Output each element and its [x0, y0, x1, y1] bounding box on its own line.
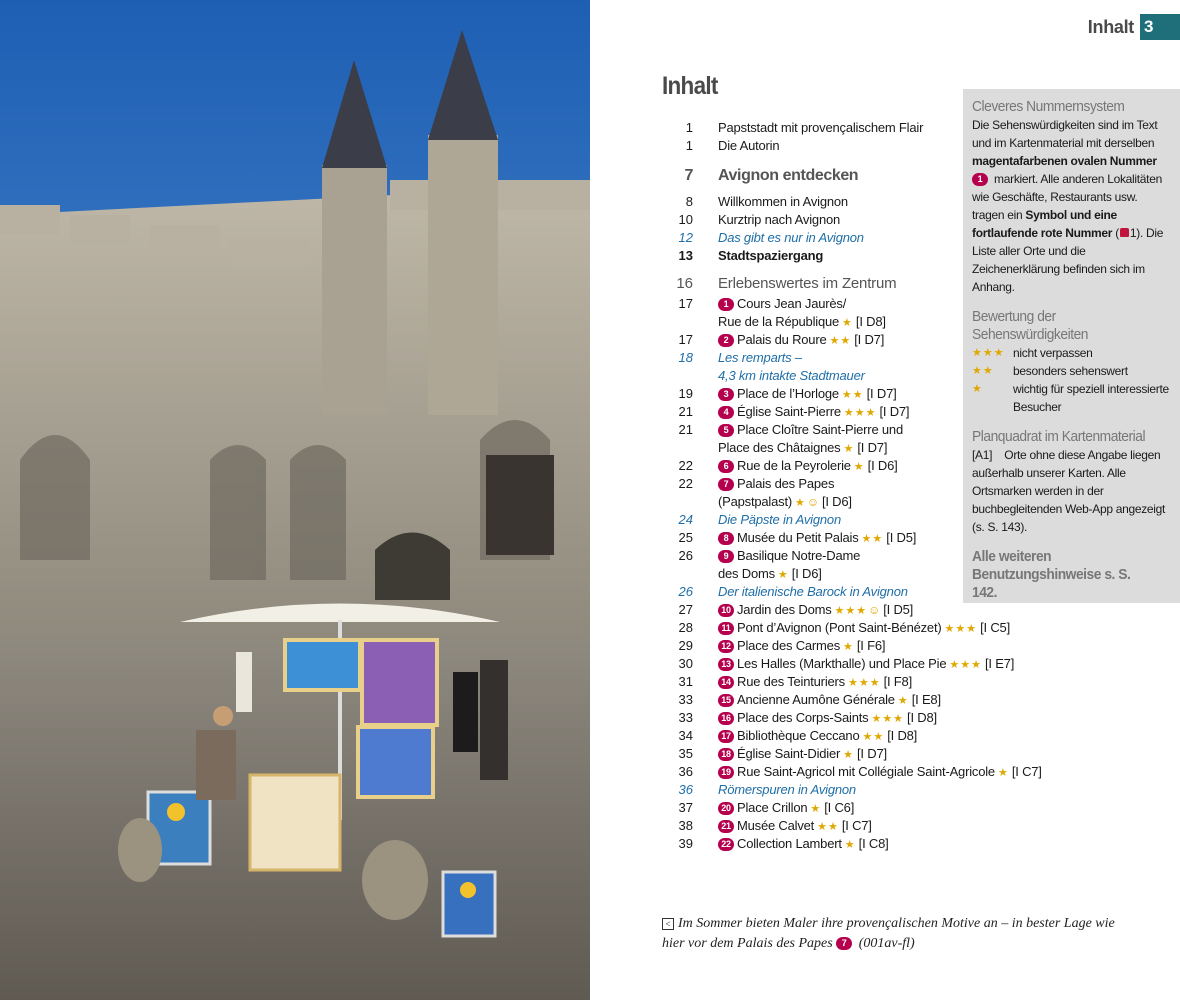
toc-entry-text — [718, 475, 834, 493]
toc-page-number: 35 — [678, 746, 693, 761]
rating-row — [972, 344, 1172, 362]
map-grid-ref: [I D7] — [854, 332, 885, 347]
toc-entry-text — [718, 295, 846, 313]
toc-entry-text — [718, 275, 896, 293]
grid-text — [972, 446, 1172, 536]
rating-stars: ★ — [844, 839, 856, 851]
rating-stars: ★ — [795, 497, 806, 509]
toc-entry-text — [718, 781, 856, 799]
toc-page-number: 24 — [678, 512, 693, 527]
numbering-heading: Cleveres Nummernsystem — [972, 98, 1125, 115]
toc-page-number: 27 — [678, 602, 693, 617]
map-grid-ref: [I C8] — [858, 836, 889, 851]
toc-title: Place des Carmes — [737, 638, 841, 653]
toc-title: Die Päpste in Avignon — [718, 512, 841, 527]
toc-entry-text — [718, 583, 908, 601]
rating-row — [972, 362, 1172, 380]
toc-page-number: 22 — [678, 476, 693, 491]
sight-number-badge: 11 — [718, 622, 734, 635]
map-grid-ref: [I C7] — [841, 818, 872, 833]
toc-entry-text — [718, 493, 852, 512]
toc-entry-text — [718, 619, 1010, 638]
toc-title-continued: Rue de la République — [718, 314, 840, 329]
toc-title: Place des Corps-Saints — [737, 710, 869, 725]
toc-page-number: 38 — [678, 818, 693, 833]
rating-stars: ★ — [810, 803, 822, 815]
rating-stars: ★★★ — [843, 407, 877, 419]
toc-title: Ancienne Aumône Générale — [737, 692, 895, 707]
toc-page-number: 22 — [678, 458, 693, 473]
sight-number-badge: 15 — [718, 694, 734, 707]
rating-label: nicht verpassen — [1013, 346, 1093, 360]
map-grid-ref: [I D5] — [883, 602, 914, 617]
toc-title: Musée Calvet — [737, 818, 815, 833]
toc-entry-text — [718, 673, 912, 692]
toc-page-number: 39 — [678, 836, 693, 851]
sight-number-badge: 21 — [718, 820, 734, 833]
toc-entry-text — [718, 529, 916, 548]
toc-page-number: 28 — [678, 620, 693, 635]
toc-title: Place de l’Horloge — [737, 386, 839, 401]
toc-entry-text — [718, 421, 903, 439]
toc-title: Römerspuren in Avignon — [718, 782, 856, 797]
toc-title: Rue Saint-Agricol mit Collégiale Saint-Agricole — [737, 764, 995, 779]
toc-entry-text — [718, 511, 841, 529]
kids-icon: ☺ — [868, 603, 881, 617]
toc-title: Place Crillon — [737, 800, 808, 815]
toc-entry-text — [718, 727, 917, 746]
toc-page-number: 16 — [676, 275, 693, 292]
map-grid-ref: [I D7] — [866, 386, 897, 401]
rating-stars: ★ — [843, 749, 855, 761]
sight-number-badge: 12 — [718, 640, 734, 653]
toc-entry-text — [718, 457, 898, 476]
sight-number-badge: 5 — [718, 424, 734, 437]
numbering-text-1: Die Sehenswürdigkeiten sind im Text und im Kartenmaterial mit derselben — [972, 118, 1158, 150]
caption-arrow-icon: < — [662, 918, 674, 930]
map-grid-ref: [I F8] — [883, 674, 912, 689]
sight-number-badge: 14 — [718, 676, 734, 689]
numbering-text: Die Sehenswürdigkeiten sind im Text und im Kartenmaterial mit derselben magentafarbenen ovalen Nummer 1 markiert. Alle anderen Lokalitäten wie Geschäfte, Restaurants usw. tragen ein Symbol und eine fortlaufende rote Nummer ( 1). Die Liste aller Orte und die Zeichenerklärung befinden sich im Anhang. — [972, 118, 1164, 294]
numbering-text-bold-1: magentafarbenen ovalen Nummer — [972, 154, 1157, 168]
toc-page-number: 36 — [678, 764, 693, 779]
toc-title: Collection Lambert — [737, 836, 842, 851]
page-title: Inhalt — [662, 72, 718, 100]
toc-title-continued: (Papstpalast) — [718, 494, 792, 509]
map-grid-ref: [I D7] — [857, 440, 888, 455]
toc-title: Pont d’Avignon (Pont Saint-Bénézet) — [737, 620, 942, 635]
toc-title: Das gibt es nur in Avignon — [718, 230, 864, 245]
sight-number-badge: 2 — [718, 334, 734, 347]
toc-entry-text — [718, 367, 865, 385]
grid-heading: Planquadrat im Kartenmaterial — [972, 428, 1146, 445]
rating-stars: ★★ — [841, 389, 864, 401]
rating-label: besonders sehenswert — [1013, 364, 1128, 378]
sight-number-badge: 6 — [718, 460, 734, 473]
rating-stars: ★ — [897, 695, 909, 707]
toc-page-number: 30 — [678, 656, 693, 671]
toc-page-number: 21 — [678, 404, 693, 419]
toc-page-number: 33 — [678, 692, 693, 707]
sight-number-badge: 7 — [718, 478, 734, 491]
photo-caption — [662, 914, 1132, 954]
rating-stars: ★ — [843, 443, 855, 455]
info-sidebar — [963, 89, 1180, 603]
rating-stars: ★★ — [862, 731, 885, 743]
map-grid-ref: [I D6] — [791, 566, 822, 581]
rating-stars: ★★ — [817, 821, 839, 833]
toc-entry-text — [718, 691, 941, 710]
toc-title-continued: des Doms — [718, 566, 775, 581]
toc-title: Les Halles (Markthalle) und Place Pie — [737, 656, 947, 671]
sight-number-badge: 22 — [718, 838, 734, 851]
map-grid-ref: [I D8] — [855, 314, 886, 329]
sight-number-badge: 19 — [718, 766, 734, 779]
toc-title: Jardin des Doms — [737, 602, 832, 617]
toc-title: Bibliothèque Ceccano — [737, 728, 860, 743]
toc-page-number: 17 — [678, 332, 693, 347]
rating-stars: ★ — [997, 767, 1009, 779]
toc-title: Église Saint-Pierre — [737, 404, 841, 419]
grid-code: [A1] — [972, 448, 993, 462]
toc-entry-text — [718, 119, 923, 137]
toc-title: Église Saint-Didier — [737, 746, 841, 761]
more-info-heading: Alle weiteren Benutzungshinweise s. S. 142. — [972, 548, 1131, 601]
sight-number-badge: 9 — [718, 550, 734, 563]
toc-page-number: 31 — [678, 674, 693, 689]
sight-number-badge: 10 — [718, 604, 734, 617]
toc-entry-text — [718, 349, 802, 367]
toc-page-number: 36 — [678, 782, 693, 797]
lock-number: 1 — [1129, 226, 1137, 240]
map-grid-ref: [I D6] — [867, 458, 898, 473]
toc-page-number: 21 — [678, 422, 693, 437]
sight-number-badge: 17 — [718, 730, 734, 743]
toc-title-continued: 4,3 km intakte Stadtmauer — [718, 368, 865, 383]
toc-title: Die Autorin — [718, 138, 780, 153]
kids-icon: ☺ — [806, 495, 819, 509]
rating-stars: ★ — [777, 569, 789, 581]
toc-entry-text — [718, 331, 884, 350]
toc-page-number: 26 — [678, 548, 693, 563]
toc-page-number: 29 — [678, 638, 693, 653]
caption-text: Im Sommer bieten Maler ihre provençalischen Motive an – in bester Lage wie hier vor dem Palais des Papes — [662, 916, 1115, 951]
rating-stars: ★★★ — [871, 713, 905, 725]
sight-number-badge: 3 — [718, 388, 734, 401]
map-grid-ref: [I D8] — [907, 710, 937, 725]
toc-title: Rue de la Peyrolerie — [737, 458, 851, 473]
toc-entry-text — [718, 817, 872, 836]
map-grid-ref: [I D7] — [857, 746, 887, 761]
toc-page-number: 19 — [678, 386, 693, 401]
toc-entry-text — [718, 385, 897, 404]
toc-title: Rue des Teinturiers — [737, 674, 845, 689]
rating-stars: ★ — [842, 317, 853, 329]
grid-section — [972, 428, 1172, 536]
toc-title: Place Cloître Saint-Pierre und — [737, 422, 903, 437]
map-grid-ref: [I F6] — [856, 638, 886, 653]
map-grid-ref: [I C7] — [1011, 764, 1042, 779]
toc-title: Kurztrip nach Avignon — [718, 212, 841, 227]
toc-title: Der italienische Barock in Avignon — [718, 584, 908, 599]
toc-entry-text — [718, 637, 885, 656]
toc-page-number: 1 — [685, 120, 693, 135]
map-grid-ref: [I D8] — [887, 728, 918, 743]
running-head-label: Inhalt — [1087, 17, 1134, 37]
grid-explanation: Orte ohne diese Angabe liegen außerhalb unserer Karten. Alle Ortsmarken werden in der buchbegleitenden Web-App angezeigt (s. S. 143). — [972, 448, 1166, 534]
toc-title: Avignon entdecken — [718, 167, 859, 184]
toc-page-number: 7 — [684, 167, 693, 184]
sight-number-badge: 1 — [718, 298, 734, 311]
numbering-text-bold-2: Symbol und eine fortlaufende rote Nummer — [972, 208, 1117, 240]
map-grid-ref: [I C5] — [980, 620, 1010, 635]
toc-entry-text — [718, 835, 889, 854]
rating-stars: ★ — [843, 641, 854, 653]
toc-title: Palais des Papes — [737, 476, 835, 491]
toc-title: Willkommen in Avignon — [718, 194, 848, 209]
toc-title: Basilique Notre-Dame — [737, 548, 861, 563]
rating-stars: ★★ — [861, 533, 884, 545]
toc-page-number: 25 — [678, 530, 693, 545]
toc-title: Les remparts – — [718, 350, 802, 365]
toc-page-number: 8 — [685, 194, 693, 209]
toc-entry-text — [718, 547, 860, 565]
caption-image-ref: (001av-fl) — [858, 936, 915, 951]
rating-heading: Bewertung der Sehenswürdigkeiten — [972, 308, 1089, 343]
toc-page-number: 17 — [678, 296, 693, 311]
lock-icon — [1120, 228, 1129, 237]
toc-title-continued: Place des Châtaignes — [718, 440, 841, 455]
rating-stars: ★★★ — [944, 623, 978, 635]
rating-stars: ★ — [853, 461, 865, 473]
toc-entry-text — [718, 247, 823, 265]
toc-entry-text — [718, 229, 864, 247]
rating-stars: ★★★ — [834, 605, 868, 617]
toc-entry-text — [718, 313, 886, 332]
toc-entry-text — [718, 439, 887, 458]
rating-stars: ★★★ — [847, 677, 881, 689]
toc-title: Cours Jean Jaurès/ — [737, 296, 847, 311]
more-section — [972, 548, 1172, 602]
sight-number-badge: 18 — [718, 748, 734, 761]
toc-page-number: 26 — [678, 584, 693, 599]
toc-entry-text — [718, 763, 1042, 782]
toc-title: Erlebenswertes im Zentrum — [718, 275, 897, 292]
map-grid-ref: [I E8] — [911, 692, 941, 707]
toc-entry-text — [718, 193, 848, 211]
rating-section — [972, 308, 1172, 416]
page-number: 3 — [1140, 14, 1180, 40]
toc-entry-text — [718, 745, 887, 764]
toc-title: Palais du Roure — [737, 332, 827, 347]
map-grid-ref: [I D5] — [886, 530, 917, 545]
numbering-section — [972, 98, 1172, 296]
toc-entry-text — [718, 799, 854, 818]
rating-stars: ★★★ — [949, 659, 982, 671]
toc-entry-text — [718, 167, 858, 185]
rating-row — [972, 380, 1172, 416]
sight-number-badge: 4 — [718, 406, 734, 419]
map-grid-ref: [I D7] — [879, 404, 910, 419]
toc-title: Musée du Petit Palais — [737, 530, 859, 545]
numbering-text-3: . Die Liste aller Orte und die Zeichenerklärung befinden sich im Anhang. — [972, 226, 1164, 294]
toc-page-number: 33 — [678, 710, 693, 725]
toc-title: Papststadt mit provençalischem Flair — [718, 120, 924, 135]
toc-page-number: 13 — [678, 248, 693, 263]
toc-entry-text — [718, 601, 913, 620]
toc-page-number: 12 — [678, 230, 693, 245]
sight-number-badge: 8 — [718, 532, 734, 545]
sight-number-badge: 13 — [718, 658, 734, 671]
toc-entry-text — [718, 709, 937, 728]
map-grid-ref: [I E7] — [984, 656, 1015, 671]
toc-entry-text — [718, 211, 840, 229]
toc-page-number: 10 — [678, 212, 693, 227]
toc-page-number: 1 — [685, 138, 693, 153]
example-number-badge: 1 — [972, 173, 988, 186]
map-grid-ref: [I C6] — [824, 800, 855, 815]
toc-page-number: 34 — [678, 728, 693, 743]
running-head — [1088, 14, 1180, 40]
map-grid-ref: [I D6] — [821, 494, 852, 509]
toc-entry-text — [718, 137, 779, 155]
caption-sight-badge: 7 — [836, 937, 852, 950]
toc-title: Stadtspaziergang — [718, 248, 824, 263]
numbering-text-2: markiert. Alle anderen Lokalitäten wie Geschäfte, Restaurants usw. tragen ein — [972, 172, 1162, 222]
sight-number-badge: 20 — [718, 802, 734, 815]
rating-label: wichtig für speziell interessierte Besucher — [1013, 382, 1169, 414]
rating-stars: ★★ — [829, 335, 852, 347]
toc-entry-text — [718, 565, 822, 584]
rating-stars: ★ — [972, 383, 983, 395]
toc-page-number: 37 — [678, 800, 693, 815]
sight-number-badge: 16 — [718, 712, 734, 725]
toc-entry-text — [718, 403, 909, 422]
rating-stars: ★★★ — [972, 347, 1005, 359]
toc-page-number: 18 — [678, 350, 693, 365]
rating-stars: ★★ — [972, 365, 994, 377]
toc-entry-text — [718, 655, 1014, 674]
